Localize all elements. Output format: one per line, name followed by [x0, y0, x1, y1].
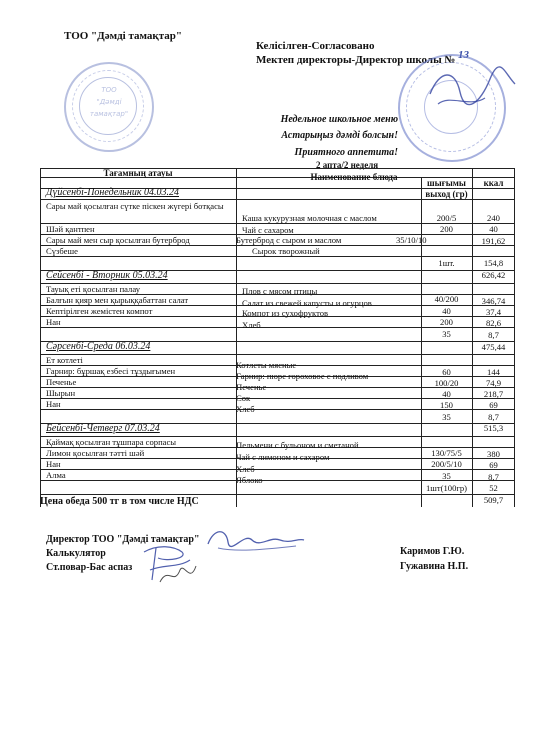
director-label: Директор ТОО "Дәмді тамақтар"	[46, 534, 200, 545]
week-label: 2 апта/2 неделя	[316, 160, 379, 170]
dish-ru: Чай с лимоном и сахаром	[236, 452, 330, 462]
dish-kz: Печенье	[46, 377, 77, 387]
portion-value: 200	[440, 317, 453, 327]
portion-value: 100/20	[434, 378, 459, 388]
dish-ru: Котлеты мясные	[236, 360, 297, 370]
portion-value: 60	[442, 367, 451, 377]
company-name: ТОО "Дәмді тамақтар"	[64, 30, 183, 42]
portion-value: 40	[442, 389, 451, 399]
menu-title: Недельное школьное меню	[280, 114, 398, 125]
header-portion-sub: выход (гр)	[425, 189, 468, 199]
day-title-wednesday: Сәрсенбі-Среда 06.03.24	[46, 341, 151, 352]
dish-kz: Кептірілген жемістен компот	[46, 306, 153, 316]
name-guzhavina: Гужавина Н.П.	[400, 561, 469, 572]
kcal-value: 380	[487, 449, 500, 459]
dish-ru: Хлеб	[236, 464, 255, 474]
dish-kz: Нан	[46, 399, 61, 409]
day-total: 515,3	[483, 423, 504, 433]
header-kcal: ккал	[483, 178, 504, 188]
chef-signature	[156, 560, 200, 590]
day-total: 626,42	[481, 270, 506, 280]
kcal-value: 144	[487, 367, 500, 377]
kcal-value: 69	[489, 460, 498, 470]
dish-ru: Плов с мясом птицы	[242, 286, 318, 296]
portion-value: 1шт(100гр)	[425, 483, 468, 493]
dish-ru: Яблоко	[236, 475, 263, 485]
dish-ru: Чай с сахаром	[242, 225, 294, 235]
kcal-value: 8,7	[488, 472, 499, 482]
approval-line-1: Келісілген-Согласовано	[256, 40, 375, 52]
dish-ru: Салат из свежей капусты и огурцов	[242, 298, 372, 308]
dish-kz: Гарнир: бұршақ езбесі тұздығымен	[46, 366, 176, 376]
dish-ru: Компот из сухофруктов	[242, 308, 329, 318]
portion-value: 1шт.	[438, 258, 455, 268]
dish-kz: Ет котлеті	[46, 355, 83, 365]
menu-table	[40, 168, 515, 507]
portion-value: 35	[442, 412, 451, 422]
kcal-value: 191,62	[481, 236, 506, 246]
header-name-kz: Тағамның атауы	[103, 168, 173, 178]
portion-value: 35/10/10	[396, 235, 427, 245]
dish-ru: Бутерброд с сыром и маслом	[236, 235, 342, 245]
portion-value: 130/75/5	[431, 448, 462, 458]
chef-label: Ст.повар-Бас аспаз	[46, 562, 133, 573]
name-karimov: Каримов Г.Ю.	[400, 546, 465, 557]
kcal-value: 8,7	[488, 330, 499, 340]
dish-kz: Алма	[46, 470, 66, 480]
portion-value: 35	[442, 471, 451, 481]
director-signature	[420, 64, 520, 114]
greeting-kz: Астарыңыз дәмді болсын!	[281, 130, 398, 141]
day-title-monday: Дүйсенбі-Понедельник 04.03.24	[46, 187, 179, 198]
header-name-ru: Наименование блюда	[310, 172, 398, 182]
kcal-value: 218,7	[483, 389, 504, 399]
kcal-value: 346,74	[481, 296, 506, 306]
dish-ru: Сырок творожный	[252, 246, 320, 256]
kcal-value: 82,6	[485, 318, 502, 328]
dish-ru: Сок	[236, 393, 251, 403]
director-signature-footer	[200, 522, 310, 562]
kcal-value: 69	[489, 400, 498, 410]
dish-kz: Нан	[46, 459, 61, 469]
dish-kz: Шырын	[46, 388, 76, 398]
portion-value: 200/5	[436, 213, 457, 223]
dish-ru: Пельмени с бульоном и сметаной	[236, 440, 359, 450]
stamp-text-1: TOO	[101, 86, 117, 94]
stamp-text-3: тамақтар"	[89, 110, 129, 118]
dish-kz: Сары май мен сыр қосылған бутерброд	[46, 235, 190, 245]
portion-value: 200	[440, 224, 453, 234]
portion-value: 40	[442, 306, 451, 316]
dish-kz: Лимон қосылған тәтті шәй	[46, 448, 145, 458]
dish-ru: Каша кукурузная молочная с маслом	[242, 213, 377, 223]
stamp-text-2: "Дәмді	[96, 98, 122, 106]
dish-kz: Сүзбеше	[46, 246, 78, 256]
kcal-value: 74,9	[485, 378, 502, 388]
dish-ru: Хлеб	[242, 320, 261, 330]
kcal-value: 52	[489, 483, 498, 493]
kcal-value: 8,7	[488, 412, 499, 422]
kcal-value: 40	[489, 224, 498, 234]
greeting-ru: Приятного аппетита!	[294, 147, 398, 158]
dish-kz: Балғын қияр мен қырыққабаттан салат	[46, 295, 189, 305]
dish-kz: Нан	[46, 317, 61, 327]
dish-kz: Қаймақ қосылған тұшпара сорпасы	[46, 437, 177, 447]
portion-value: 35	[442, 329, 451, 339]
portion-value: 200/5/10	[431, 459, 462, 469]
kcal-value: 37,4	[485, 307, 502, 317]
dish-ru: Гарнир: пюре гороховое с подливом	[236, 371, 369, 381]
kcal-value: 154,8	[483, 258, 504, 268]
company-stamp	[64, 62, 154, 152]
dish-kz: Сары май қосылған сүтке піскен жүгері ботқасы	[46, 201, 224, 211]
dish-ru: Хлеб	[236, 404, 255, 414]
kcal-value: 240	[487, 213, 500, 223]
day-total: 475,44	[481, 342, 506, 352]
portion-value: 40/200	[434, 294, 459, 304]
lunch-price: Цена обеда 500 тг в том числе НДС	[40, 496, 199, 507]
portion-value: 150	[440, 400, 453, 410]
header-portion: шығымы	[427, 178, 466, 188]
dish-ru: Печенье	[236, 382, 267, 392]
final-total: 509,7	[483, 495, 504, 505]
school-number: 13	[458, 49, 469, 61]
day-title-thursday: Бейсенбі-Четверг 07.03.24	[46, 423, 160, 434]
calculator-label: Калькулятор	[46, 548, 106, 559]
approval-line-2: Мектеп директоры-Директор школы №	[256, 54, 456, 66]
dish-kz: Тауық еті қосылған палау	[46, 284, 141, 294]
day-title-tuesday: Сейсенбі - Вторник 05.03.24	[46, 270, 168, 281]
dish-kz: Шәй қантпен	[46, 224, 95, 234]
